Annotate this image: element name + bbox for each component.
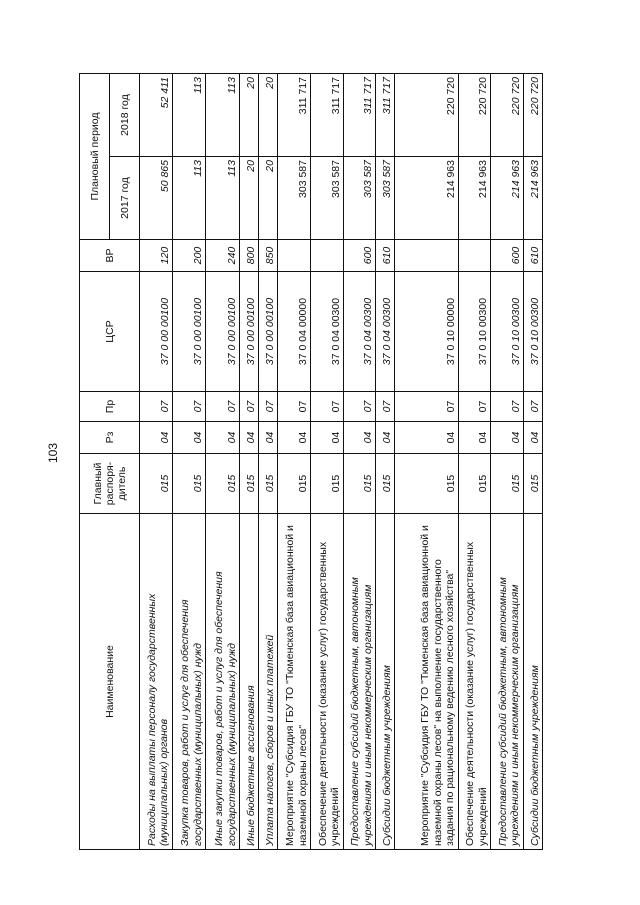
row-vr: 610: [523, 240, 542, 272]
row-grbs: 015: [523, 454, 542, 514]
table-body: [140, 74, 543, 850]
row-value-2018: 311 717: [343, 74, 376, 157]
row-vr: 600: [491, 240, 524, 272]
row-vr: [278, 240, 311, 272]
row-csr: 37 0 10 00300: [523, 272, 542, 392]
row-grbs: 015: [376, 454, 395, 514]
row-rz: 04: [311, 422, 344, 454]
row-name: Мероприятие "Субсидия ГБУ ТО "Тюменская база авиационной и наземной охраны лесов": [278, 514, 311, 850]
table-row: [376, 74, 395, 850]
row-rz: 04: [523, 422, 542, 454]
table-row: [311, 74, 344, 850]
row-value-2018: 113: [172, 74, 206, 157]
row-grbs: 015: [172, 454, 206, 514]
row-csr: 37 0 10 00000: [395, 272, 458, 392]
row-value-2018: 113: [206, 74, 240, 157]
budget-table-rotated: [79, 74, 543, 850]
row-name: Субсидии бюджетным учреждениям: [376, 514, 395, 850]
row-grbs: 015: [278, 454, 311, 514]
row-pr: 07: [395, 392, 458, 422]
row-value-2018: 311 717: [376, 74, 395, 157]
row-name: Мероприятие "Субсидия ГБУ ТО "Тюменская база авиационной и наземной охраны лесов" на выполнение государственного задания по рациональному ведению лесного хозяйства": [395, 514, 458, 850]
row-csr: 37 0 00 00100: [206, 272, 240, 392]
row-grbs: 015: [259, 454, 278, 514]
row-name: Субсидии бюджетным учреждениям: [523, 514, 542, 850]
row-pr: 07: [240, 392, 259, 422]
row-csr: 37 0 10 00300: [491, 272, 524, 392]
row-name: Обеспечение деятельности (оказание услуг) государственных учреждений: [458, 514, 491, 850]
row-pr: 07: [458, 392, 491, 422]
header-year-2018: 2018 год: [110, 74, 140, 157]
row-name: Предоставление субсидий бюджетным, автономным учреждениям и иным некоммерческим организациям: [343, 514, 376, 850]
table-row: [523, 74, 542, 850]
row-value-2017: 303 587: [376, 157, 395, 240]
row-value-2017: 113: [206, 157, 240, 240]
row-value-2018: 52 411: [140, 74, 173, 157]
row-value-2017: 303 587: [311, 157, 344, 240]
row-rz: 04: [458, 422, 491, 454]
row-vr: 800: [240, 240, 259, 272]
row-value-2017: 214 963: [491, 157, 524, 240]
row-pr: 07: [172, 392, 206, 422]
row-value-2018: 220 720: [491, 74, 524, 157]
row-vr: [311, 240, 344, 272]
row-vr: [458, 240, 491, 272]
row-name: Обеспечение деятельности (оказание услуг) государственных учреждений: [311, 514, 344, 850]
header-vr: ВР: [80, 240, 140, 272]
row-csr: 37 0 04 00000: [278, 272, 311, 392]
row-vr: 610: [376, 240, 395, 272]
row-name: Закупка товаров, работ и услуг для обеспечения государственных (муниципальных) нужд: [172, 514, 206, 850]
row-rz: 04: [491, 422, 524, 454]
row-vr: 600: [343, 240, 376, 272]
row-grbs: 015: [458, 454, 491, 514]
row-rz: 04: [172, 422, 206, 454]
row-vr: 200: [172, 240, 206, 272]
row-csr: 37 0 04 00300: [343, 272, 376, 392]
row-csr: 37 0 00 00100: [140, 272, 173, 392]
table-row: [259, 74, 278, 850]
header-planning-period: Плановый период: [80, 74, 110, 240]
row-value-2017: 214 963: [523, 157, 542, 240]
row-value-2017: 20: [259, 157, 278, 240]
header-pr: Пр: [80, 392, 140, 422]
row-name: Иные закупки товаров, работ и услуг для обеспечения государственных (муниципальных) нужд: [206, 514, 240, 850]
table-row: [140, 74, 173, 850]
table-row: [458, 74, 491, 850]
row-vr: 120: [140, 240, 173, 272]
row-pr: 07: [523, 392, 542, 422]
row-pr: 07: [311, 392, 344, 422]
row-pr: 07: [491, 392, 524, 422]
row-name: Иные бюджетные ассигнования: [240, 514, 259, 850]
table-row: [240, 74, 259, 850]
table-row: [206, 74, 240, 850]
row-value-2018: 220 720: [458, 74, 491, 157]
row-pr: 07: [278, 392, 311, 422]
row-value-2017: 303 587: [343, 157, 376, 240]
table-row: [343, 74, 376, 850]
row-value-2017: 214 963: [458, 157, 491, 240]
row-value-2017: 20: [240, 157, 259, 240]
row-rz: 04: [240, 422, 259, 454]
row-rz: 04: [343, 422, 376, 454]
row-grbs: 015: [491, 454, 524, 514]
table-header: [80, 74, 140, 850]
row-csr: 37 0 00 00100: [259, 272, 278, 392]
row-csr: 37 0 00 00100: [240, 272, 259, 392]
row-pr: 07: [376, 392, 395, 422]
header-year-2017: 2017 год: [110, 157, 140, 240]
header-name: Наименование: [80, 514, 140, 850]
page-number: 103: [46, 442, 60, 464]
row-value-2018: 20: [240, 74, 259, 157]
row-pr: 07: [343, 392, 376, 422]
row-value-2017: 50 865: [140, 157, 173, 240]
row-pr: 07: [206, 392, 240, 422]
row-value-2018: 311 717: [278, 74, 311, 157]
table-row: [278, 74, 311, 850]
row-rz: 04: [206, 422, 240, 454]
row-grbs: 015: [140, 454, 173, 514]
row-grbs: 015: [311, 454, 344, 514]
row-vr: 240: [206, 240, 240, 272]
row-value-2018: 220 720: [523, 74, 542, 157]
row-grbs: 015: [343, 454, 376, 514]
row-name: Предоставление субсидий бюджетным, автономным учреждениям и иным некоммерческим организациям: [491, 514, 524, 850]
budget-table-frame: [79, 74, 543, 850]
row-csr: 37 0 04 00300: [376, 272, 395, 392]
row-grbs: 015: [240, 454, 259, 514]
header-grbs: Главный распоря-дитель: [80, 454, 140, 514]
row-pr: 07: [259, 392, 278, 422]
row-rz: 04: [376, 422, 395, 454]
row-value-2017: 303 587: [278, 157, 311, 240]
row-grbs: 015: [206, 454, 240, 514]
row-csr: 37 0 10 00300: [458, 272, 491, 392]
row-name: Расходы на выплаты персоналу государственных (муниципальных) органов: [140, 514, 173, 850]
header-rz: Рз: [80, 422, 140, 454]
table-row: [172, 74, 206, 850]
row-vr: 850: [259, 240, 278, 272]
row-csr: 37 0 00 00100: [172, 272, 206, 392]
row-value-2018: 220 720: [395, 74, 458, 157]
row-value-2018: 311 717: [311, 74, 344, 157]
row-rz: 04: [278, 422, 311, 454]
budget-table: [79, 73, 543, 850]
row-value-2017: 214 963: [395, 157, 458, 240]
row-pr: 07: [140, 392, 173, 422]
row-name: Уплата налогов, сборов и иных платежей: [259, 514, 278, 850]
row-grbs: 015: [395, 454, 458, 514]
row-rz: 04: [140, 422, 173, 454]
table-row: [395, 74, 458, 850]
row-value-2017: 113: [172, 157, 206, 240]
row-csr: 37 0 04 00300: [311, 272, 344, 392]
header-csr: ЦСР: [80, 272, 140, 392]
row-rz: 04: [395, 422, 458, 454]
row-vr: [395, 240, 458, 272]
table-row: [491, 74, 524, 850]
row-rz: 04: [259, 422, 278, 454]
row-value-2018: 20: [259, 74, 278, 157]
